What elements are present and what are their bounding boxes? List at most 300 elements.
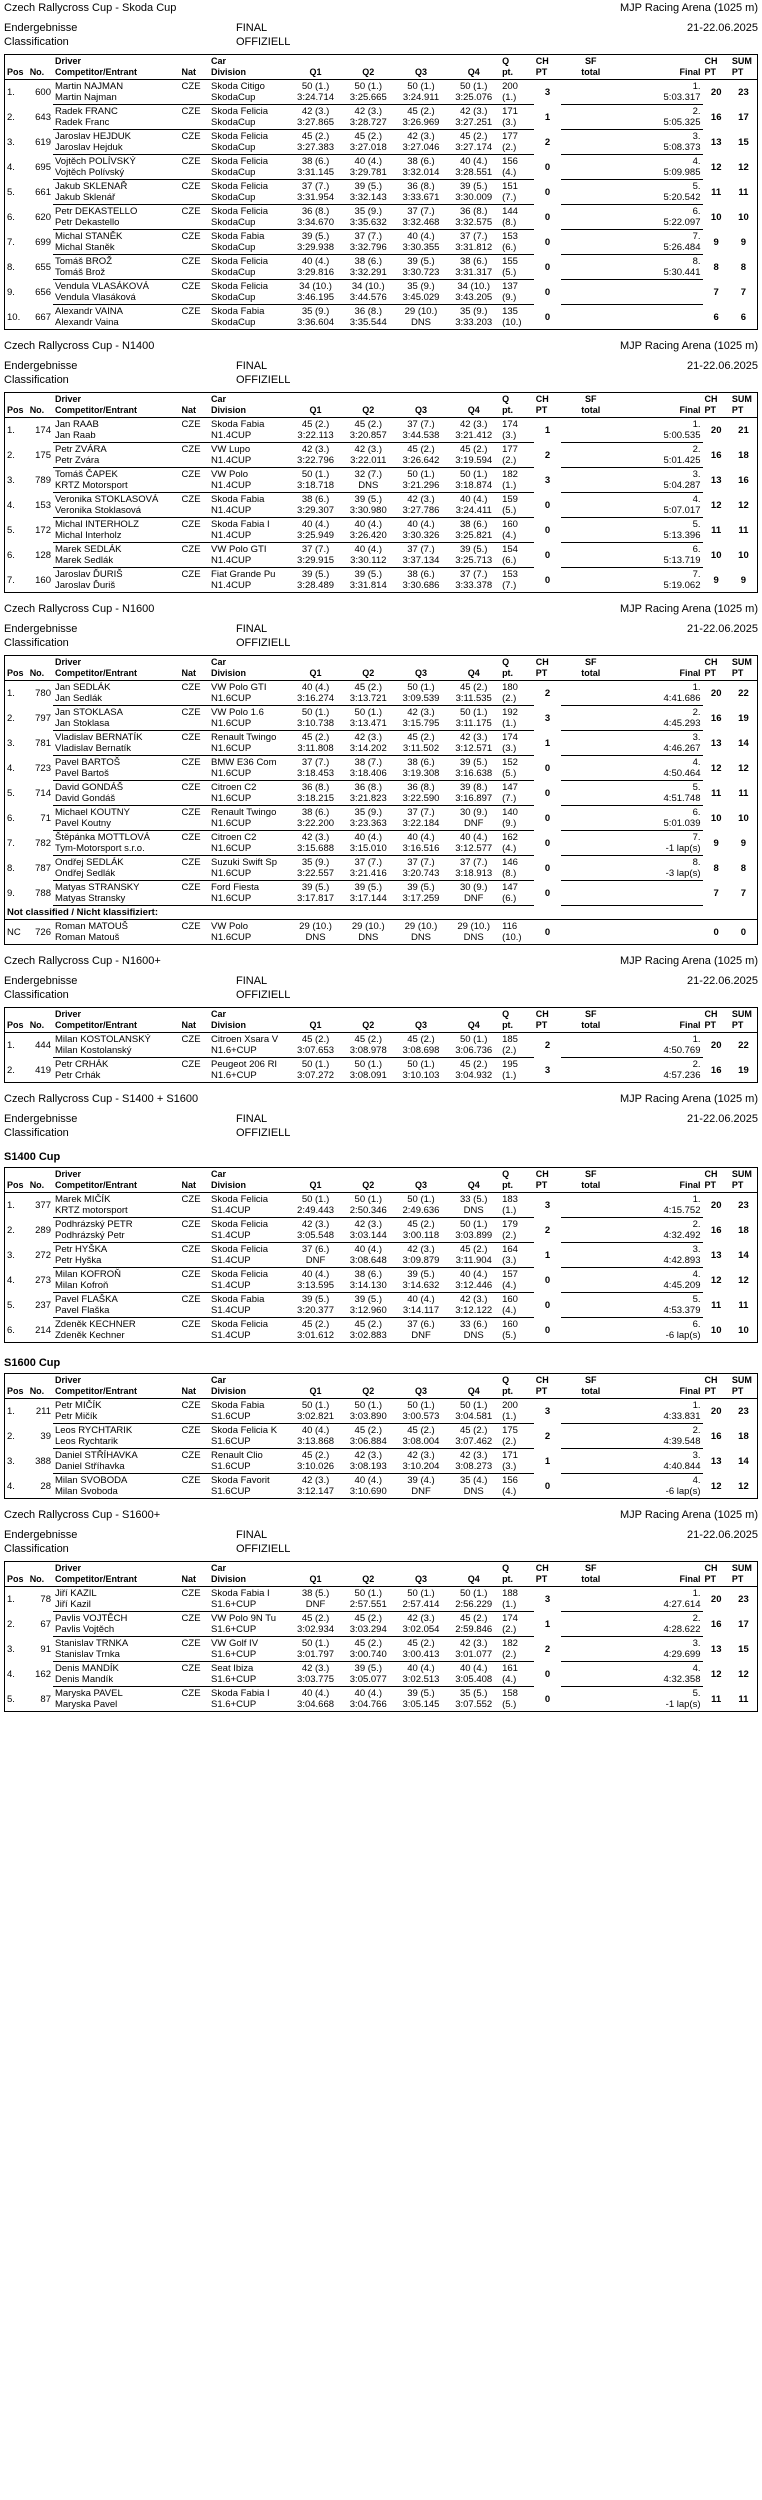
position-cell: 4. xyxy=(7,500,15,511)
ch-points: 0 xyxy=(544,813,551,824)
sf-total xyxy=(561,1424,620,1437)
q2-time: 3:10.690 xyxy=(349,1486,387,1497)
q1-points: 45 (2.) xyxy=(301,1613,330,1624)
sf-spacer xyxy=(561,793,620,806)
table-body xyxy=(5,1033,758,1083)
competitor-entrant: Podhrázský Petr xyxy=(53,1230,180,1243)
col-nat: Nat xyxy=(180,1374,210,1399)
qualifying-points: 156 xyxy=(502,156,518,167)
q1-points: 50 (1.) xyxy=(301,1194,330,1205)
nationality: CZE xyxy=(181,1244,201,1255)
sf-spacer xyxy=(561,693,620,706)
col-q3: Q3 xyxy=(395,393,448,418)
start-number-cell: 655 xyxy=(35,262,51,273)
q4-points: 42 (3.) xyxy=(459,1450,488,1461)
nationality-spacer xyxy=(180,793,210,806)
division: S1.6CUP xyxy=(211,1486,251,1497)
sum-points: 19 xyxy=(738,713,749,724)
sf-spacer xyxy=(561,1624,620,1637)
car-model: BMW E36 Com xyxy=(211,757,277,768)
qualifying-points: 162 xyxy=(502,832,518,843)
results-block xyxy=(0,1561,762,1712)
col-nat: Nat xyxy=(180,393,210,418)
competitor-entrant: Stanislav Trnka xyxy=(53,1649,180,1662)
q2-points: 40 (4.) xyxy=(354,1475,382,1486)
sf-total xyxy=(561,1058,620,1071)
table-row xyxy=(5,1399,758,1412)
final-time: 5:01.425 xyxy=(620,455,702,468)
results-table xyxy=(4,392,758,593)
driver-name: Michal INTERHOLZ xyxy=(54,519,139,530)
final-position: 2. xyxy=(692,1059,701,1070)
driver-name: Ondřej SEDLÁK xyxy=(54,857,124,868)
competitor-entrant: Ondřej Sedlák xyxy=(53,868,180,881)
sf-spacer xyxy=(561,1305,620,1318)
final-time: 4:15.752 xyxy=(620,1205,702,1218)
q3-time: 3:32.014 xyxy=(395,167,448,180)
q1-points: 50 (1.) xyxy=(301,469,330,480)
nationality-spacer xyxy=(180,1205,210,1218)
col-pos: Pos xyxy=(5,55,28,80)
q4-points: 42 (3.) xyxy=(459,1294,488,1305)
position-cell: 4. xyxy=(7,763,15,774)
nationality-spacer xyxy=(180,1699,210,1712)
driver-name: Maryska PAVEL xyxy=(54,1688,123,1699)
competitor-entrant: Alexandr Vaina xyxy=(54,317,119,328)
final-time: 5:22.097 xyxy=(620,217,702,230)
q4-time: 3:16.638 xyxy=(447,768,500,781)
sf-spacer xyxy=(561,167,620,180)
q3-time: 3:09.879 xyxy=(395,1255,448,1268)
q2-points: 45 (2.) xyxy=(354,1034,382,1045)
competitor-entrant: Michal Interholz xyxy=(53,530,180,543)
col-q3: Q3 xyxy=(395,1008,448,1033)
position-cell: 2. xyxy=(7,1225,15,1236)
q3-points: 45 (2.) xyxy=(407,444,435,455)
q2-time: 3:22.011 xyxy=(342,455,395,468)
competitor-entrant: Jaroslav Ďuriš xyxy=(54,580,116,591)
sum-points: 19 xyxy=(738,1064,749,1076)
q1-points: 38 (6.) xyxy=(301,494,330,505)
final-time: 4:46.267 xyxy=(620,743,702,756)
endergebnisse-label: Endergebnisse xyxy=(4,623,78,635)
sum-points: 23 xyxy=(738,1406,749,1418)
q2-time: 3:17.144 xyxy=(342,893,395,906)
q1-points: 42 (3.) xyxy=(301,1219,330,1230)
division: N1.4CUP xyxy=(209,530,289,543)
q4-time: DNS xyxy=(463,1330,484,1341)
qualifying-position: (6.) xyxy=(500,555,534,568)
q4-points: 29 (10.) xyxy=(457,921,491,932)
final-position: 5. xyxy=(692,782,701,793)
results-block xyxy=(0,54,762,330)
driver-name: Jaroslav HEJDUK xyxy=(54,131,132,142)
q4-time: 3:25.821 xyxy=(447,530,500,543)
table-row xyxy=(5,1662,758,1675)
sum-points: 9 xyxy=(740,574,747,586)
table-row xyxy=(5,1193,758,1206)
classification-line xyxy=(0,987,762,1007)
ch-points: 0 xyxy=(544,212,551,223)
col-pos: Pos xyxy=(5,1008,28,1033)
table-row-detail xyxy=(5,1070,758,1083)
q2-time: 3:13.471 xyxy=(342,718,395,731)
section-tables xyxy=(0,1561,762,1712)
sf-spacer xyxy=(561,455,620,468)
q4-points: 42 (3.) xyxy=(459,1638,488,1649)
q1-time: 3:34.670 xyxy=(289,217,342,230)
final-ch-points: 20 xyxy=(710,1040,722,1052)
q1-time: 3:10.738 xyxy=(289,718,342,731)
q3-time: 3:27.786 xyxy=(395,505,448,518)
table-row xyxy=(5,105,758,118)
qualifying-points: 174 xyxy=(502,419,518,430)
col-driver: Driver Competitor/Entrant xyxy=(53,1008,180,1033)
q1-time: 3:29.938 xyxy=(289,242,342,255)
driver-name: Pavel FLAŠKA xyxy=(54,1294,118,1305)
competitor-entrant: Martin Najman xyxy=(53,92,180,105)
nationality-spacer xyxy=(180,1436,210,1449)
table-row-detail xyxy=(5,1486,758,1499)
final-time: 4:42.893 xyxy=(620,1255,702,1268)
sf-total xyxy=(561,255,620,268)
q1-points: 40 (4.) xyxy=(301,519,330,530)
col-nat: Nat xyxy=(180,1562,210,1587)
q2-points: 39 (5.) xyxy=(354,1294,382,1305)
nationality-spacer xyxy=(180,843,210,856)
ch-points: 0 xyxy=(544,525,551,536)
nationality: CZE xyxy=(181,231,201,242)
sf-spacer xyxy=(561,768,620,781)
table-row xyxy=(5,756,758,769)
final-position: 4. xyxy=(692,1269,701,1280)
sum-points: 22 xyxy=(738,688,749,700)
final-position: 4. xyxy=(692,757,701,768)
table-row xyxy=(5,706,758,719)
table-row-detail xyxy=(5,430,758,443)
q1-points: 42 (3.) xyxy=(301,1475,330,1486)
q1-points: 35 (9.) xyxy=(301,306,330,317)
col-car: Car Division xyxy=(209,55,289,80)
final-ch-points: 20 xyxy=(710,1200,722,1212)
driver-name: Petr CRHÁK xyxy=(54,1059,109,1070)
car-model: Renault Twingo xyxy=(211,807,277,818)
col-car: Car Division xyxy=(209,393,289,418)
competitor-entrant: Michal Staněk xyxy=(53,242,180,255)
q1-points: 39 (5.) xyxy=(301,1294,330,1305)
nationality-spacer xyxy=(180,718,210,731)
venue-label: MJP Racing Arena (1025 m) xyxy=(620,2,758,14)
classification-label: Classification xyxy=(4,1543,69,1555)
driver-name: Jakub SKLENAŘ xyxy=(54,181,128,192)
car-model: VW Polo GTI xyxy=(211,544,267,555)
col-ch: CH PT xyxy=(534,1168,561,1193)
q3-time: 2:49.636 xyxy=(395,1205,448,1218)
q4-time: 3:05.408 xyxy=(447,1674,500,1687)
sf-total xyxy=(561,1399,620,1412)
q4-time: 3:07.462 xyxy=(447,1436,500,1449)
nationality: CZE xyxy=(181,1688,201,1699)
nationality-spacer xyxy=(180,932,210,945)
final-ch-points: 8 xyxy=(713,863,719,874)
nationality-spacer xyxy=(180,430,210,443)
q3-time: 3:24.911 xyxy=(395,92,448,105)
col-no: No. xyxy=(28,55,53,80)
q4-time: 3:12.122 xyxy=(447,1305,500,1318)
col-pos: Pos xyxy=(5,656,28,681)
q4-points: 42 (3.) xyxy=(459,106,488,117)
table-row xyxy=(5,781,758,794)
qualifying-position: (7.) xyxy=(500,192,534,205)
position-cell: 6. xyxy=(7,1324,15,1336)
q3-points: 39 (4.) xyxy=(407,1475,435,1486)
qualifying-points: 146 xyxy=(502,857,518,868)
final-position: 2. xyxy=(692,444,701,455)
competitor-entrant: KRTZ motorsport xyxy=(53,1205,180,1218)
col-sum: SUM PT xyxy=(730,393,758,418)
q2-time: 3:06.884 xyxy=(342,1436,395,1449)
q1-points: 45 (2.) xyxy=(301,1319,330,1330)
start-number-cell: 214 xyxy=(35,1324,51,1336)
q2-points: 32 (7.) xyxy=(354,469,382,480)
q3-points: 45 (2.) xyxy=(407,106,435,117)
nationality-spacer xyxy=(180,555,210,568)
driver-name: Milan KOFROŇ xyxy=(54,1269,121,1280)
q2-time: 3:18.406 xyxy=(342,768,395,781)
car-model: Skoda Felicia xyxy=(211,106,269,117)
qualifying-points: 144 xyxy=(502,206,518,217)
col-q2: Q2 xyxy=(342,55,395,80)
q2-time: 2:57.551 xyxy=(342,1599,395,1612)
final-time: 5:01.039 xyxy=(620,818,702,831)
col-q2: Q2 xyxy=(342,656,395,681)
ch-points: 3 xyxy=(544,475,551,486)
q4-time: 3:11.535 xyxy=(447,693,500,706)
q3-points: 39 (5.) xyxy=(407,1269,435,1280)
final-position: 7. xyxy=(692,569,701,580)
section-header xyxy=(0,1091,762,1105)
q3-time: 3:19.308 xyxy=(395,768,448,781)
q3-points: 36 (8.) xyxy=(407,181,435,192)
final-position: 1. xyxy=(692,81,701,92)
table-row-detail xyxy=(5,693,758,706)
sf-total xyxy=(561,831,620,844)
final-time: 4:51.748 xyxy=(620,793,702,806)
division: SkodaCup xyxy=(209,142,289,155)
sf-total xyxy=(561,881,620,894)
q3-points: 38 (6.) xyxy=(407,156,435,167)
table-row-detail xyxy=(5,868,758,881)
final-label: FINAL xyxy=(236,1529,268,1541)
q2-points: 45 (2.) xyxy=(354,682,382,693)
col-q2: Q2 xyxy=(342,1562,395,1587)
final-ch-points: 20 xyxy=(710,425,722,437)
nationality-spacer xyxy=(180,1305,210,1318)
final-position: 2. xyxy=(692,1219,701,1230)
competitor-entrant: Jakub Sklenář xyxy=(53,192,180,205)
q1-points: 45 (2.) xyxy=(301,732,330,743)
q3-points: 37 (7.) xyxy=(407,544,435,555)
q1-time: 3:29.915 xyxy=(289,555,342,568)
division: S1.6+CUP xyxy=(211,1699,257,1710)
table-row-detail xyxy=(5,793,758,806)
car-model: Skoda Fabia xyxy=(211,1400,265,1411)
driver-name: Marek SEDLÁK xyxy=(54,544,122,555)
q1-time: 3:05.548 xyxy=(289,1230,342,1243)
position-cell: 3. xyxy=(7,137,15,148)
driver-name: Milan SVOBODA xyxy=(54,1475,128,1486)
sf-total xyxy=(561,1474,620,1487)
table-row xyxy=(5,1243,758,1256)
table-row-detail xyxy=(5,1699,758,1712)
section-header xyxy=(0,338,762,352)
q4-time: 2:56.229 xyxy=(447,1599,500,1612)
classification-label: Classification xyxy=(4,36,69,48)
final-position: 5. xyxy=(692,1688,701,1699)
q3-points: 45 (2.) xyxy=(407,732,435,743)
q2-time: 3:21.823 xyxy=(342,793,395,806)
results-block xyxy=(0,1145,762,1343)
qualifying-position: (4.) xyxy=(500,1305,534,1318)
table-row-detail xyxy=(5,1461,758,1474)
qualifying-points: 161 xyxy=(502,1663,518,1674)
classification-label: Classification xyxy=(4,637,69,649)
start-number-cell: 273 xyxy=(35,1275,51,1286)
q1-time: 3:12.147 xyxy=(297,1486,335,1497)
ch-points: 1 xyxy=(544,1250,551,1261)
division: SkodaCup xyxy=(209,242,289,255)
final-time xyxy=(620,317,702,330)
q3-time: 3:21.296 xyxy=(395,480,448,493)
final-ch-points: 16 xyxy=(710,1619,722,1630)
final-time: 4:32.358 xyxy=(620,1674,702,1687)
q1-time: 3:24.714 xyxy=(289,92,342,105)
q3-points: 45 (2.) xyxy=(407,1219,435,1230)
final-position: 8. xyxy=(692,857,701,868)
q3-points: 50 (1.) xyxy=(407,1588,435,1599)
nationality: CZE xyxy=(181,1034,201,1045)
q1-time: 3:22.557 xyxy=(289,868,342,881)
sum-points: 10 xyxy=(738,1324,749,1336)
final-ch-points: 11 xyxy=(711,1693,722,1705)
q3-points: 50 (1.) xyxy=(407,1059,435,1070)
status-line xyxy=(0,1521,762,1541)
sf-total xyxy=(561,706,620,719)
q1-points: 36 (8.) xyxy=(301,782,330,793)
competitor-entrant: Petr Mičík xyxy=(53,1411,180,1424)
q2-points: 35 (9.) xyxy=(354,206,382,217)
results-block xyxy=(0,655,762,945)
start-number-cell: 788 xyxy=(35,888,51,899)
q4-points: 35 (4.) xyxy=(459,1475,488,1486)
event-date: 21-22.06.2025 xyxy=(687,1113,758,1125)
sf-spacer xyxy=(561,1461,620,1474)
car-model: Skoda Fabia xyxy=(211,1294,265,1305)
q2-time: 3:00.740 xyxy=(342,1649,395,1662)
competitor-entrant: Vendula Vlasáková xyxy=(53,292,180,305)
sf-total xyxy=(561,1293,620,1306)
driver-name: Jan STOKLASA xyxy=(54,707,123,718)
q2-time: 3:29.781 xyxy=(342,167,395,180)
q3-points: 45 (2.) xyxy=(407,1425,435,1436)
q2-time: 3:08.091 xyxy=(349,1070,387,1081)
q3-points: 37 (7.) xyxy=(407,419,435,430)
qualifying-position: (1.) xyxy=(500,1205,534,1218)
table-row-detail xyxy=(5,242,758,255)
ch-points: 2 xyxy=(544,137,551,148)
position-cell: 7. xyxy=(7,574,15,586)
q2-points: 45 (2.) xyxy=(354,1613,382,1624)
final-ch-points: 20 xyxy=(710,1406,722,1418)
ch-points: 0 xyxy=(544,287,551,298)
sf-spacer xyxy=(561,1230,620,1243)
start-number-cell: 160 xyxy=(35,574,51,586)
final-position: 4. xyxy=(692,1663,701,1674)
sum-points: 8 xyxy=(740,863,747,874)
table-row xyxy=(5,1424,758,1437)
final-time: 4:45.209 xyxy=(620,1280,702,1293)
sf-total xyxy=(561,1318,620,1331)
q1-time: 3:02.821 xyxy=(289,1411,342,1424)
q4-points: 33 (5.) xyxy=(459,1194,488,1205)
qualifying-points: 183 xyxy=(502,1194,518,1205)
q1-time: 3:29.816 xyxy=(289,267,342,280)
nationality-spacer xyxy=(180,317,210,330)
nationality: CZE xyxy=(181,1663,201,1674)
q3-points: 40 (4.) xyxy=(407,1294,435,1305)
q3-points: 42 (3.) xyxy=(407,707,435,718)
table-row xyxy=(5,731,758,744)
q4-points: 50 (1.) xyxy=(459,707,488,718)
table-row-detail xyxy=(5,1436,758,1449)
q2-points: 45 (2.) xyxy=(354,1319,382,1330)
division: S1.6+CUP xyxy=(209,1624,289,1637)
q4-time: 3:19.594 xyxy=(447,455,500,468)
q3-points: 38 (6.) xyxy=(407,569,435,580)
q3-time: 3:30.326 xyxy=(395,530,448,543)
results-block xyxy=(0,1351,762,1499)
q2-time: 3:23.363 xyxy=(342,818,395,831)
q4-time: 3:03.899 xyxy=(447,1230,500,1243)
col-pos: Pos xyxy=(5,393,28,418)
q1-points: 42 (3.) xyxy=(301,444,330,455)
division: N1.4CUP xyxy=(209,430,289,443)
final-position: 2. xyxy=(692,106,701,117)
offiziell-label: OFFIZIELL xyxy=(236,637,291,649)
q1-time: 3:18.718 xyxy=(289,480,342,493)
final-ch-points: 8 xyxy=(713,262,719,273)
final-time: 5:13.396 xyxy=(620,530,702,543)
driver-name: Stanislav TRNKA xyxy=(54,1638,129,1649)
q4-time: 3:11.175 xyxy=(447,718,500,731)
start-number-cell: 600 xyxy=(35,87,51,99)
position-cell: 4. xyxy=(7,1480,15,1492)
q3-time: 3:30.686 xyxy=(402,580,440,591)
sf-spacer xyxy=(561,1649,620,1662)
q2-time: DNS xyxy=(342,480,395,493)
start-number-cell: 153 xyxy=(35,500,51,511)
q1-points: 35 (9.) xyxy=(301,857,330,868)
position-cell: 6. xyxy=(7,550,15,561)
qualifying-points: 195 xyxy=(502,1059,518,1070)
event-date: 21-22.06.2025 xyxy=(687,975,758,987)
section-title: Czech Rallycross Cup - S1400 + S1600 xyxy=(4,1093,199,1105)
table-row-detail xyxy=(5,530,758,543)
q3-points: 37 (6.) xyxy=(407,1319,435,1330)
sf-spacer xyxy=(561,142,620,155)
ch-points: 3 xyxy=(544,713,551,724)
final-time: 5:04.287 xyxy=(620,480,702,493)
